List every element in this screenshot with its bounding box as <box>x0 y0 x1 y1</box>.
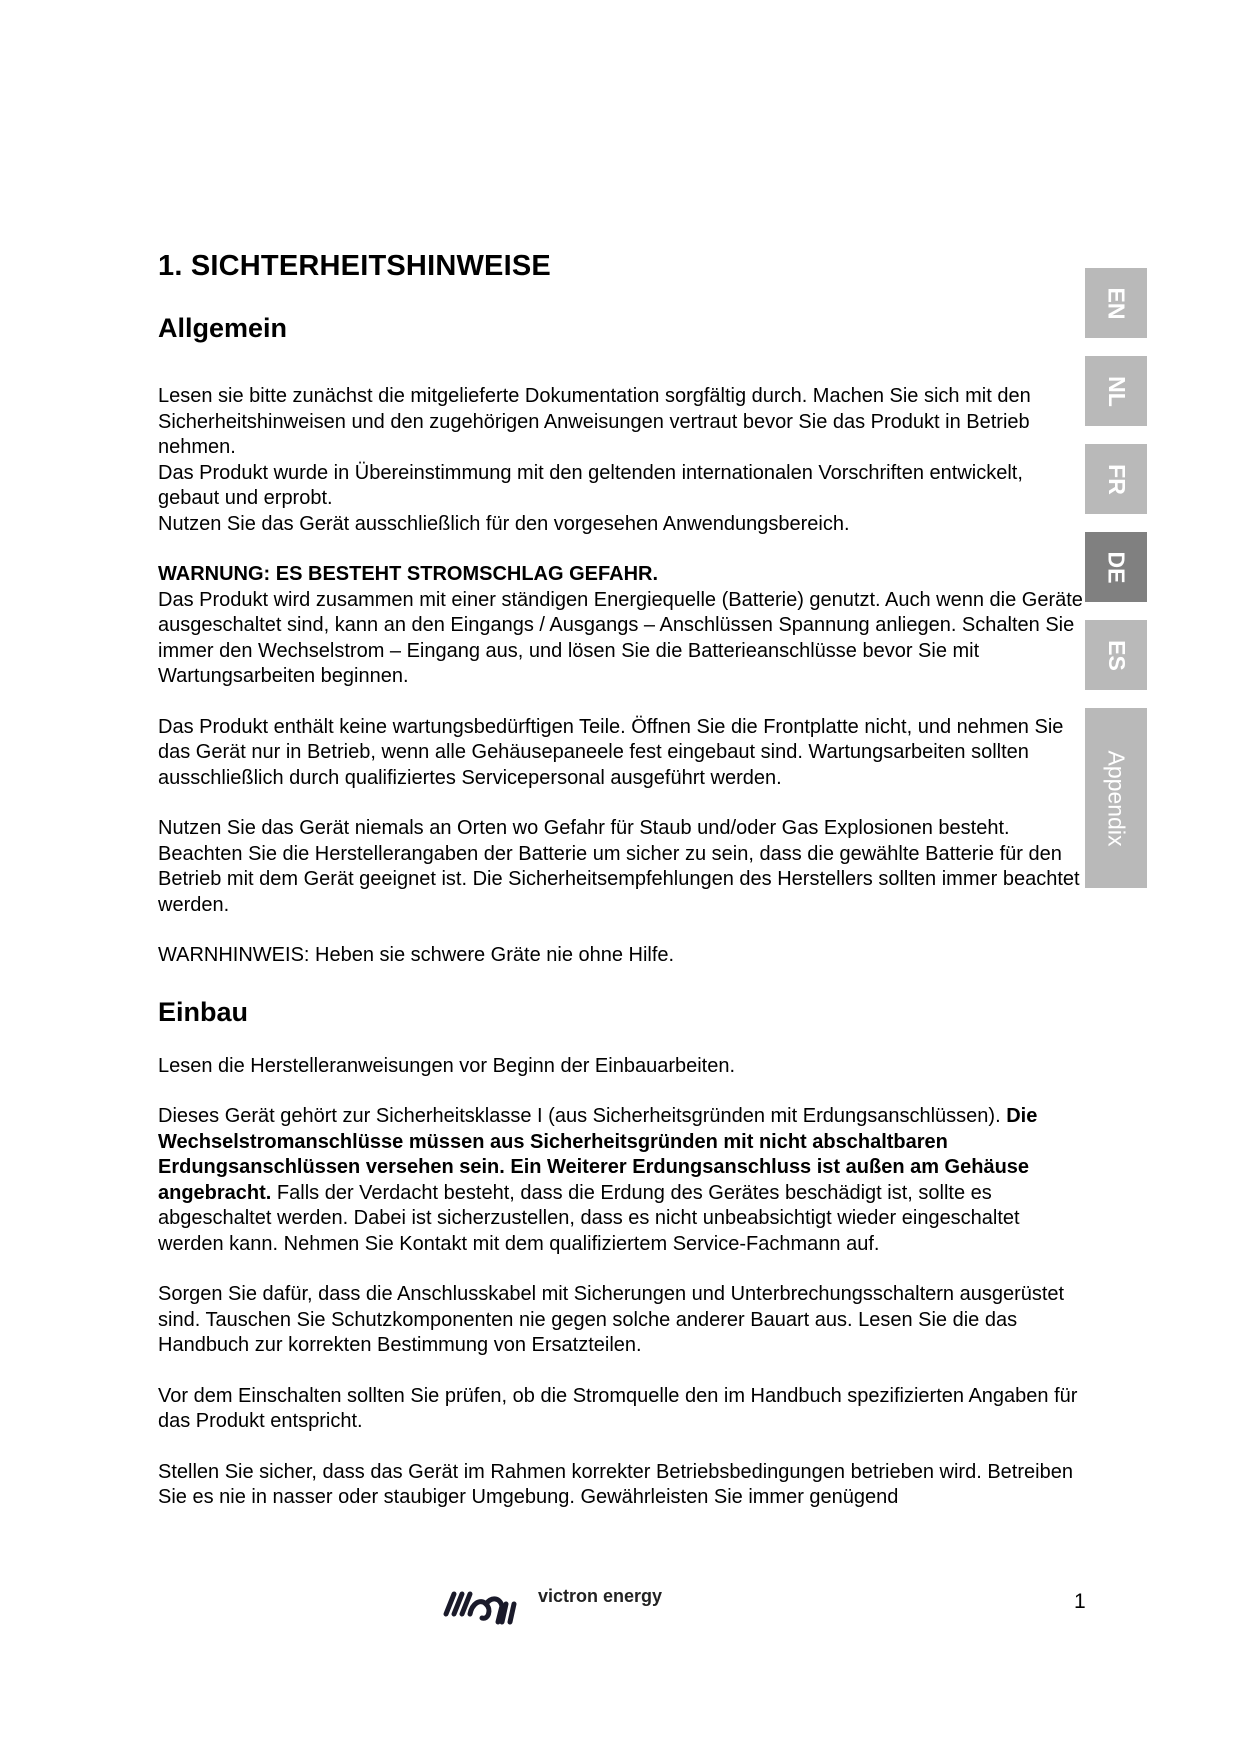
paragraph-compliance: Das Produkt wurde in Übereinstimmung mit den geltenden internationalen Vorschriften entwickelt, gebaut und erprobt. <box>158 461 1023 509</box>
paragraph-operating: Stellen Sie sicher, dass das Gerät im Rahmen korrekter Betriebsbedingungen betrieben wird. Betreiben Sie es nie in nasser oder staubiger Umgebung. Gewährleisten Sie immer genügend <box>158 1460 1073 1508</box>
tab-de[interactable]: DE <box>1085 532 1147 602</box>
paragraph-installation-intro: Lesen die Herstelleranweisungen vor Beginn der Einbauarbeiten. <box>158 1054 736 1077</box>
paragraph-lifting: WARNHINWEIS: Heben sie schwere Gräte nie ohne Hilfe. <box>158 944 675 966</box>
warning-text: Das Produkt wird zusammen mit einer ständigen Energiequelle (Batterie) genutzt. Auch wenn die Geräte ausgeschaltet sind, kann an den Eingangs / Ausgangs – Anschlüssen Spannung anliegen. Schalten Sie immer den Wechselstrom – Eingang aus, und lösen Sie die Batterieanschlüsse bevor Sie mit Wartungsarbeiten beginnen. <box>158 588 1083 687</box>
tab-es[interactable]: ES <box>1085 620 1147 690</box>
paragraph-safety-class <box>158 1104 1088 1257</box>
paragraph-documentation: Lesen sie bitte zunächst die mitgelieferte Dokumentation sorgfältig durch. Machen Sie sich mit den Sicherheitshinweisen und den zugehörigen Anweisungen vertraut bevor Sie das Produkt in Betrieb nehmen. <box>158 385 1031 458</box>
paragraph-cables: Sorgen Sie dafür, dass die Anschlusskabel mit Sicherungen und Unterbrechungsschaltern ausgerüstet sind. Tauschen Sie Schutzkomponenten nie gegen solche anderer Bauart aus. Lesen Sie die das Handbuch zur korrekten Bestimmung von Ersatzteilen. <box>158 1283 1065 1356</box>
page-title: 1. SICHTERHEITSHINWEISE <box>158 250 551 282</box>
section-title-general: Allgemein <box>158 313 288 343</box>
tab-en[interactable]: EN <box>1085 268 1147 338</box>
paragraph-maintenance: Das Produkt enthält keine wartungsbedürftigen Teile. Öffnen Sie die Frontplatte nicht, und nehmen Sie das Gerät nur in Betrieb, wenn alle Gehäusepaneele fest eingebaut sind. Wartungsarbeiten sollten ausschließlich durch qualifiziertes Servicepersonal ausgeführt werden. <box>158 715 1064 789</box>
victron-logo <box>442 1584 662 1628</box>
paragraph-intended-use: Nutzen Sie das Gerät ausschließlich für den vorgesehen Anwendungsbereich. <box>158 512 850 535</box>
warning-block <box>158 562 1088 690</box>
page-content <box>158 250 1088 1511</box>
warning-title: WARNUNG: ES BESTEHT STROMSCHLAG GEFAHR. <box>158 563 659 585</box>
page-number: 1 <box>1074 1590 1086 1613</box>
section-title-installation: Einbau <box>158 996 249 1027</box>
tab-nl[interactable]: NL <box>1085 356 1147 426</box>
language-tabs <box>1085 268 1147 906</box>
paragraph-power-check: Vor dem Einschalten sollten Sie prüfen, ob die Stromquelle den im Handbuch spezifizierten Angaben für das Produkt entspricht. <box>158 1384 1078 1432</box>
tab-appendix[interactable]: Appendix <box>1085 708 1147 888</box>
tab-fr[interactable]: FR <box>1085 444 1147 514</box>
victron-logo-icon <box>442 1584 526 1628</box>
brand-name: victron energy <box>538 1586 663 1606</box>
paragraph-explosion: Nutzen Sie das Gerät niemals an Orten wo Gefahr für Staub und/oder Gas Explosionen besteht. Beachten Sie die Herstellerangaben der Batterie um sicher zu sein, dass die gewählte Batterie für den Betrieb mit dem Gerät geeignet ist. Die Sicherheitsempfehlungen des Herstellers sollten immer beachtet werden. <box>158 817 1080 916</box>
safety-class-bold: Die Wechselstromanschlüsse müssen aus Sicherheitsgründen mit nicht abschaltbaren Erdungsanschlüssen versehen sein. Ein Weiterer Erdungsanschluss ist außen am Gehäuse angebracht. <box>158 1105 1038 1204</box>
safety-class-text-end: Falls der Verdacht besteht, dass die Erdung des Gerätes beschädigt ist, sollte es abgeschaltet werden. Dabei ist sicherzustellen, dass es nicht unbeabsichtigt wieder eingeschaltet werden kann. Nehmen Sie Kontakt mit dem qualifiziertem Service-Fachmann auf. <box>158 1181 1020 1255</box>
safety-class-text: Dieses Gerät gehört zur Sicherheitsklasse I (aus Sicherheitsgründen mit Erdungsanschlüssen). <box>158 1105 1007 1127</box>
